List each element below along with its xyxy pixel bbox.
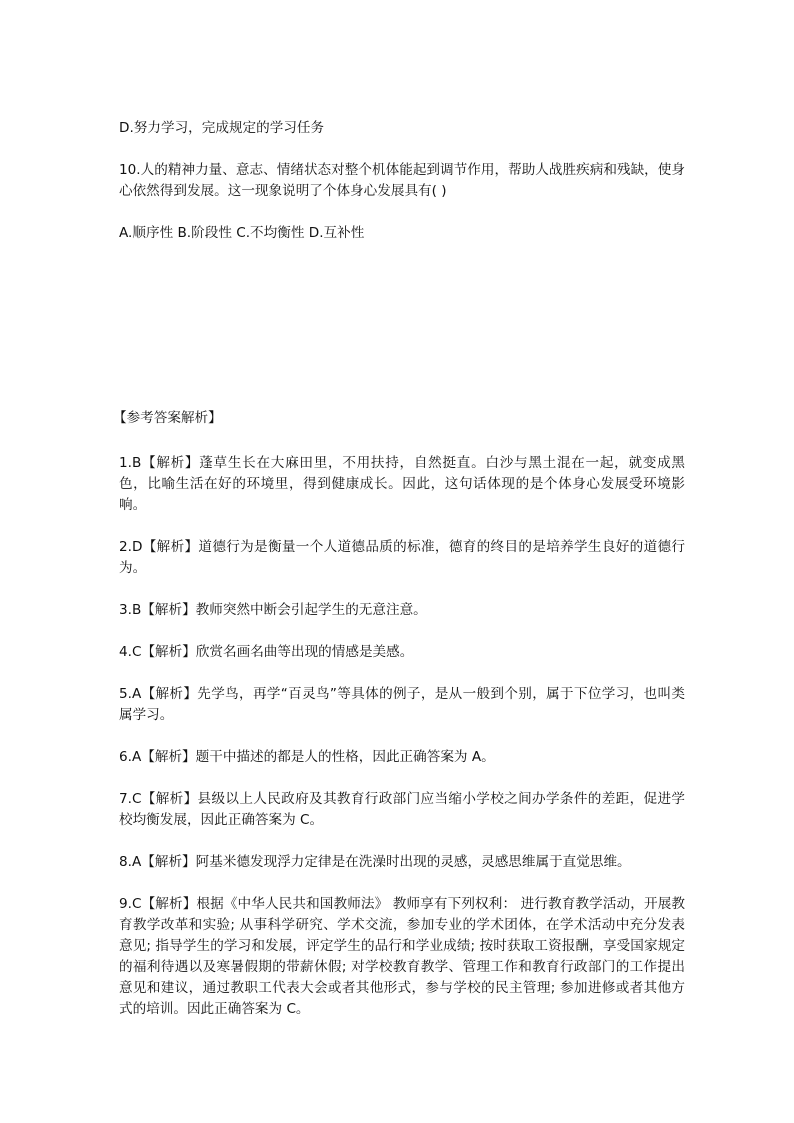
question-10-options: A.顺序性 B.阶段性 C.不均衡性 D.互补性 (119, 225, 365, 241)
answer-item-3: 3.B【解析】教师突然中断会引起学生的无意注意。 (119, 602, 427, 618)
answer-item-8: 8.A【解析】阿基米德发现浮力定律是在洗澡时出现的灵感，灵感思维属于直觉思维。 (119, 854, 631, 870)
question-10-stem: 10.人的精神力量、意志、情绪状态对整个机体能起到调节作用，帮助人战胜疾病和残缺，使身心依然得到发展。这一现象说明了个体身心发展具有( ) (119, 162, 685, 199)
answer-item-7: 7.C【解析】县级以上人民政府及其教育行政部门应当缩小学校之间办学条件的差距，促进学校均衡发展，因此正确答案为 C。 (119, 791, 685, 828)
answer-item-6: 6.A【解析】题干中描述的都是人的性格，因此正确答案为 A。 (119, 749, 495, 765)
answer-item-4: 4.C【解析】欣赏名画名曲等出现的情感是美感。 (119, 644, 414, 660)
answer-item-5: 5.A【解析】先学鸟，再学“百灵鸟”等具体的例子，是从一般到个别，属于下位学习，也叫类属学习。 (119, 686, 685, 723)
answer-item-9: 9.C【解析】根据《中华人民共和国教师法》 教师享有下列权利： 进行教育教学活动，开展教育教学改革和实验; 从事科学研究、学术交流，参加专业的学术团体，在学术活动中充分发表意见; 指导学生的学习和发展，评定学生的品行和学业成绩; 按时获取工资报酬，享受国家规定的福利待遇以及寒暑假期的带薪休假; 对学校教育教学、管理工作和教育行政部门的工作提出意见和建议，通过教职工代表大会或者其他形式，参与学校的民主管理; 参加进修或者其他方式的培训。因此正确答案为 C。 (119, 896, 685, 1017)
answers-heading: 【参考答案解析】 (113, 410, 222, 426)
option-d-text: D.努力学习，完成规定的学习任务 (119, 120, 325, 136)
answer-item-2: 2.D【解析】道德行为是衡量一个人道德品质的标准，德育的终目的是培养学生良好的道德行为。 (119, 539, 685, 576)
answer-item-1: 1.B【解析】蓬草生长在大麻田里，不用扶持，自然挺直。白沙与黑土混在一起，就变成黑色，比喻生活在好的环境里，得到健康成长。因此，这句话体现的是个体身心发展受环境影响。 (119, 455, 685, 513)
